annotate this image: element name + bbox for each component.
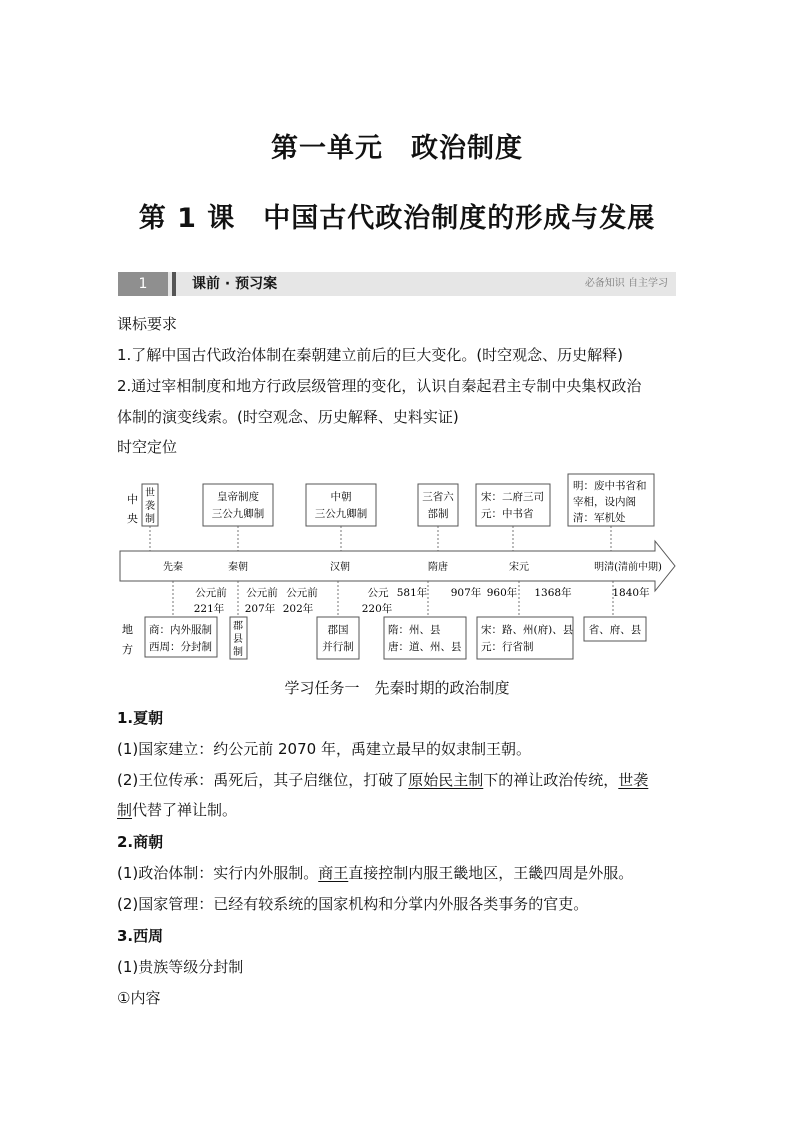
date-label: 202年: [282, 603, 314, 615]
date-label: 220年: [361, 603, 393, 615]
date-label: 公元: [367, 587, 389, 599]
local-box-text: 西周：分封制: [149, 641, 212, 653]
unit-title: 第一单元 政治制度: [271, 133, 523, 164]
xia-p2-suffix: 代替了禅让制。: [132, 801, 238, 819]
zhou-p1: (1)贵族等级分封制: [117, 958, 244, 976]
central-box-text: 袭: [145, 501, 155, 512]
local-box-text: 省、府、县: [588, 624, 642, 636]
shang-p1-mid: 直接控制内服王畿地区，王畿四周是外服。: [348, 864, 634, 882]
era-label: 宋元: [509, 562, 529, 573]
section-number: 1: [118, 272, 168, 296]
local-label-2: 方: [122, 643, 133, 656]
local-box-text: 唐：道、州、县: [388, 641, 462, 653]
central-box-text: 皇帝制度: [217, 491, 259, 503]
central-box-text: 世: [145, 488, 155, 499]
shang-p2: (2)国家管理：已经有较系统的国家机构和分掌内外服各类事务的官吏。: [117, 895, 589, 913]
xia-p2-cont: [117, 800, 237, 820]
local-box-text: 隋：州、县: [388, 624, 441, 636]
date-label: 公元前: [286, 587, 318, 599]
era-label: 明清(清前中期): [594, 562, 662, 573]
central-box-text: 制: [145, 514, 155, 525]
central-box-text: 宰相，设内阁: [573, 496, 636, 508]
shang-p1: [117, 863, 633, 883]
local-box-text: 郡国: [327, 624, 349, 636]
local-box-text: 制: [233, 647, 243, 658]
date-label: 公元前: [195, 587, 227, 599]
zhou-heading: 3.西周: [117, 927, 164, 945]
local-box-text: 郡: [233, 621, 243, 632]
lesson-title: 第 1 课 中国古代政治制度的形成与发展: [138, 203, 656, 234]
central-box-text: 部制: [427, 508, 449, 520]
date-label: 207年: [244, 603, 276, 615]
shang-p1-prefix: (1)政治体制：实行内外服制。: [117, 864, 319, 882]
central-box-text: 三公九卿制: [314, 508, 368, 520]
era-label: 汉朝: [330, 562, 350, 573]
era-label: 先秦: [163, 562, 183, 573]
central-box-text: 中朝: [330, 491, 352, 503]
standards-heading: 课标要求: [117, 315, 178, 333]
date-label: 公元前: [246, 587, 278, 599]
timeline-heading: 时空定位: [117, 438, 178, 456]
xia-p2-underline-2a: 世袭: [618, 771, 649, 789]
zhou-p2: ①内容: [117, 989, 161, 1007]
section-title: 课前 · 预习案: [192, 276, 278, 292]
section-tagline: 必备知识 自主学习: [584, 278, 668, 289]
central-box-text: 三省六: [422, 491, 454, 503]
xia-p1: (1)国家建立：约公元前 2070 年，禹建立最早的奴隶制王朝。: [117, 740, 531, 758]
xia-heading: 1.夏朝: [117, 709, 164, 727]
date-label: 960年: [486, 587, 518, 599]
xia-p2-mid: 下的禅让政治传统，: [483, 771, 619, 789]
date-label: 1840年: [612, 587, 650, 599]
xia-p2-underline-2b: 制: [117, 801, 133, 819]
local-box-text: 县: [233, 634, 243, 645]
shang-heading: 2.商朝: [117, 833, 164, 851]
local-box-text: 宋：路、州(府)、县: [481, 624, 574, 636]
central-box-text: 元：中书省: [481, 508, 534, 520]
task-title: 学习任务一 先秦时期的政治制度: [284, 679, 510, 697]
date-label: 907年: [450, 587, 482, 599]
central-box-text: 清：军机处: [573, 512, 626, 524]
xia-p2-prefix: (2)王位传承：禹死后，其子启继位，打破了: [117, 771, 409, 789]
xia-p2-underline-1: 原始民主制: [408, 771, 484, 789]
standard-item-2-line2: 体制的演变线索。(时空观念、历史解释、史料实证): [117, 408, 459, 426]
date-label: 581年: [396, 587, 428, 599]
xia-p2: [117, 770, 648, 790]
era-label: 隋唐: [428, 562, 448, 573]
shang-p1-underline: 商王: [318, 864, 349, 882]
central-box-text: 三公九卿制: [211, 508, 265, 520]
date-label: 1368年: [534, 587, 572, 599]
center-label-2: 央: [127, 512, 138, 525]
local-box-text: 元：行省制: [481, 641, 534, 653]
local-box-text: 商：内外服制: [149, 624, 212, 636]
center-label-1: 中: [127, 493, 138, 506]
standard-item-2-line1: 2.通过宰相制度和地方行政层级管理的变化，认识自秦起君主专制中央集权政治: [117, 377, 642, 395]
local-box-text: 并行制: [322, 641, 354, 653]
standard-item-1: 1.了解中国古代政治体制在秦朝建立前后的巨大变化。(时空观念、历史解释): [117, 346, 624, 364]
central-box-text: 宋：二府三司: [481, 491, 544, 503]
date-label: 221年: [193, 603, 225, 615]
local-label-1: 地: [122, 623, 133, 636]
central-box-text: 明：废中书省和: [573, 480, 647, 492]
timeline-arrow: [120, 541, 675, 591]
era-label: 秦朝: [228, 562, 248, 573]
